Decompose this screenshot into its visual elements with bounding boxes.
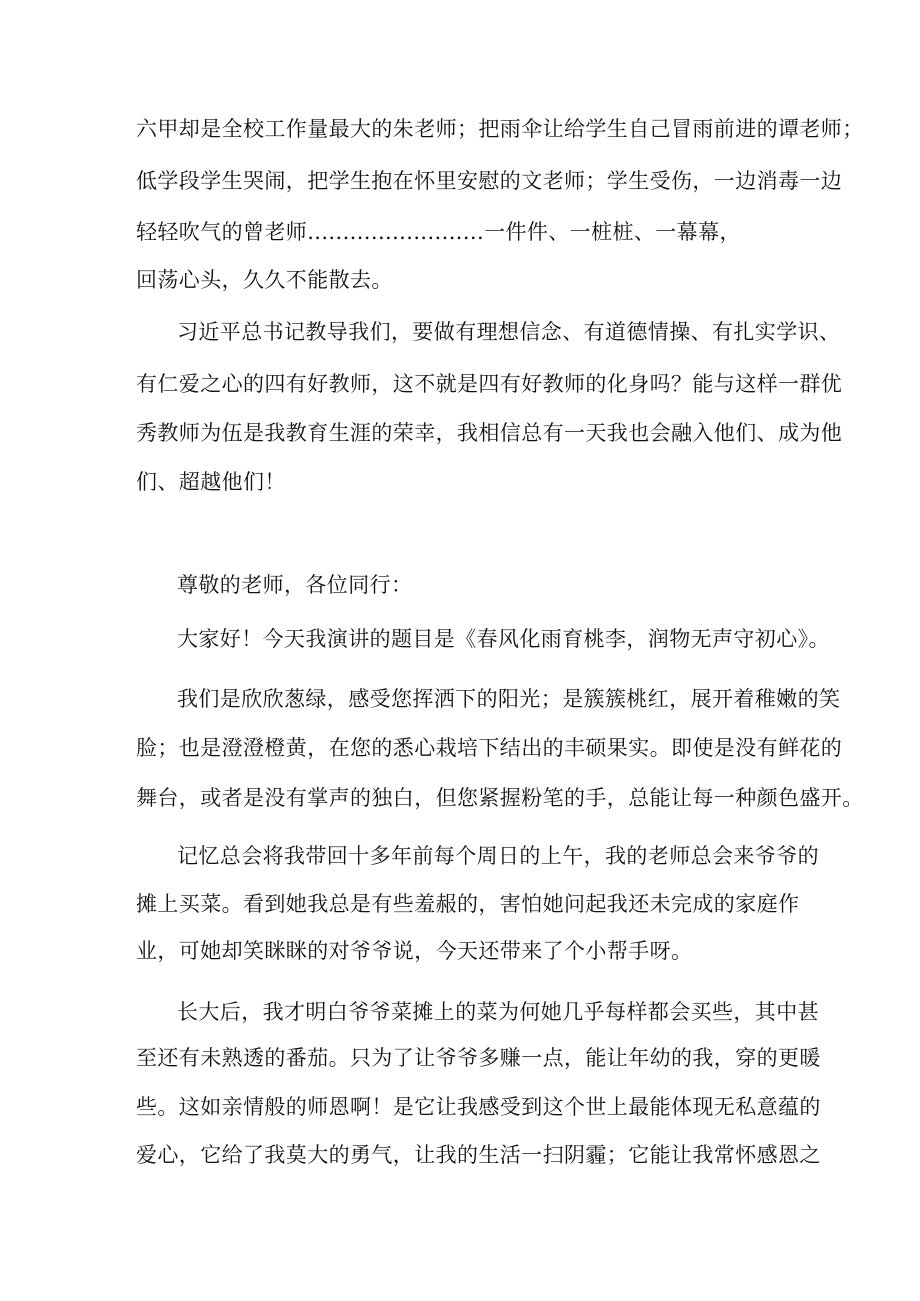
text-line-13: 舞台，或者是没有掌声的独白，但您紧握粉笔的手，总能让每一种颜色盛开。	[136, 786, 864, 810]
text-line-5: 习近平总书记教导我们，要做有理想信念、有道德情操、有扎实学识、	[177, 320, 841, 344]
salutation: 尊敬的老师，各位同行：	[177, 573, 413, 597]
text-line-16: 业，可她却笑眯眯的对爷爷说，今天还带来了个小帮手呀。	[136, 939, 693, 963]
text-line-7: 秀教师为伍是我教育生涯的荣幸，我相信总有一天我也会融入他们、成为他	[136, 421, 843, 445]
text-line-3: 轻轻吹气的曾老师.........................一件件、一桩桩、一幕幕，	[136, 220, 741, 244]
text-line-15: 摊上买菜。看到她我总是有些羞赧的，害怕她问起我还未完成的家庭作	[136, 892, 800, 916]
text-line-4: 回荡心头，久久不能散去。	[136, 268, 393, 292]
text-line-1: 六甲却是全校工作量最大的朱老师；把雨伞让给学生自己冒雨前进的谭老师；	[136, 117, 864, 141]
text-line-19: 些。这如亲情般的师恩啊！是它让我感受到这个世上最能体现无私意蕴的	[136, 1095, 821, 1119]
text-line-14: 记忆总会将我带回十多年前每个周日的上午，我的老师总会来爷爷的	[177, 844, 819, 868]
text-line-12: 脸；也是澄澄橙黄，在您的悉心栽培下结出的丰硕果实。即使是没有鲜花的	[136, 736, 843, 760]
text-line-10: 大家好！今天我演讲的题目是《春风化雨育桃李，润物无声守初心》。	[177, 627, 830, 651]
text-line-8: 们、超越他们！	[136, 470, 286, 494]
text-line-6: 有仁爱之心的四有好教师，这不就是四有好教师的化身吗？能与这样一群优	[136, 372, 843, 396]
text-line-17: 长大后，我才明白爷爷菜摊上的菜为何她几乎每样都会买些，其中甚	[177, 1000, 819, 1024]
text-line-18: 至还有未熟透的番茄。只为了让爷爷多赚一点，能让年幼的我，穿的更暖	[136, 1046, 821, 1070]
text-line-20: 爱心，它给了我莫大的勇气，让我的生活一扫阴霾；它能让我常怀感恩之	[136, 1143, 821, 1167]
text-line-2: 低学段学生哭闹，把学生抱在怀里安慰的文老师；学生受伤，一边消毒一边	[136, 169, 843, 193]
text-line-11: 我们是欣欣葱绿，感受您挥洒下的阳光；是簇簇桃红，展开着稚嫩的笑	[177, 687, 841, 711]
